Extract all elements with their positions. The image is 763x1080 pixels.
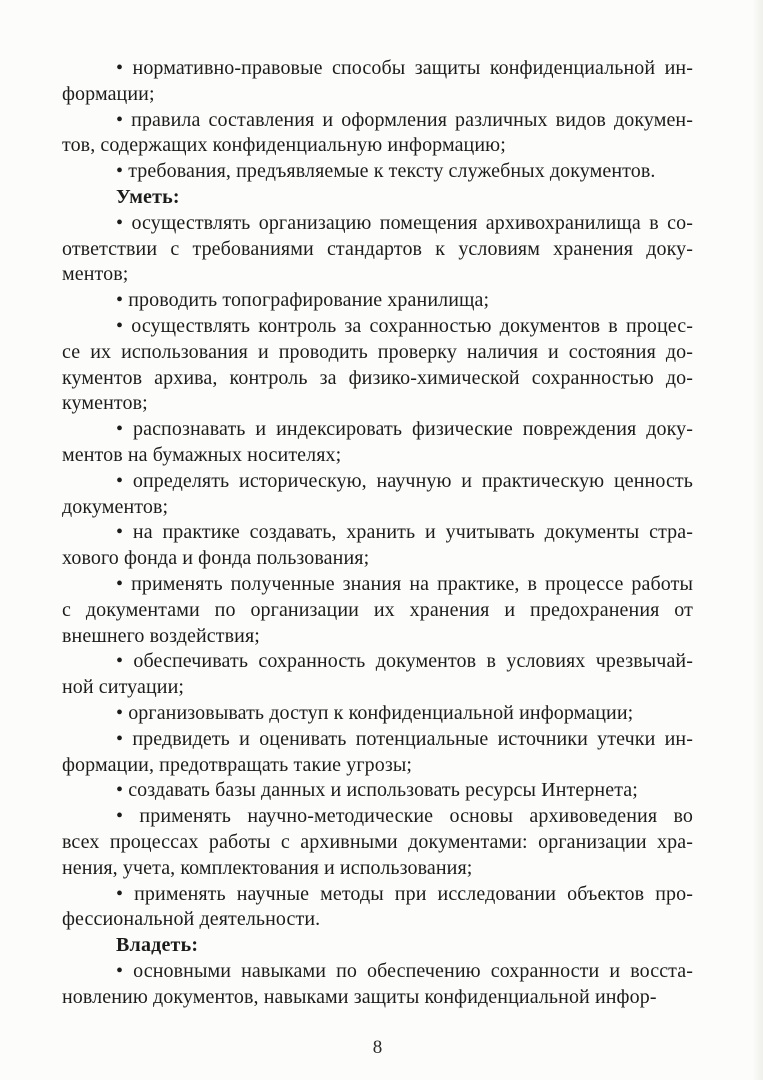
bullet-item xyxy=(62,469,693,521)
text-line: • обеспечивать сохранность документов в условиях чрезвычай- xyxy=(116,650,693,673)
text-line: Уметь: xyxy=(116,185,180,208)
text-line: • осуществлять контроль за сохранностью документов в процес- xyxy=(116,314,693,337)
bullet-item xyxy=(62,701,693,727)
text-line: формации, предотвращать такие угрозы; xyxy=(62,753,413,776)
text-line: • определять историческую, научную и практическую ценность xyxy=(116,469,693,492)
bullet-item xyxy=(62,159,693,185)
text-line: новлению документов, навыками защиты конфиденциальной инфор- xyxy=(62,985,657,1008)
text-line: ответствии с требованиями стандартов к условиям хранения доку- xyxy=(62,237,693,260)
text-line: • требования, предъявляемые к тексту служебных документов. xyxy=(116,160,656,183)
text-line: • проводить топографирование хранилища; xyxy=(116,289,490,312)
text-line: • применять научно-методические основы архивоведения во xyxy=(116,805,693,828)
text-line: хового фонда и фонда пользования; xyxy=(62,547,370,570)
text-line: • предвидеть и оценивать потенциальные источники утечки ин- xyxy=(116,727,693,750)
bullet-item xyxy=(62,882,693,934)
bullet-item xyxy=(62,108,693,160)
text-line: тов, содержащих конфиденциальную информацию; xyxy=(62,134,506,157)
text-line: кументов; xyxy=(62,392,148,415)
section-heading xyxy=(62,933,693,959)
bullet-item xyxy=(62,778,693,804)
text-line: • осуществлять организацию помещения архивохранилища в со- xyxy=(116,211,693,234)
text-line: • нормативно-правовые способы защиты конфиденциальной ин- xyxy=(116,57,693,79)
text-line: документов; xyxy=(62,495,169,518)
text-line: • основными навыками по обеспечению сохранности и восста- xyxy=(116,959,693,982)
text-line: • распознавать и индексировать физические повреждения доку- xyxy=(116,418,693,441)
text-line: нения, учета, комплектования и использования; xyxy=(62,856,473,879)
text-line: • применять полученные знания на практике, в процессе работы xyxy=(116,572,693,595)
bullet-item xyxy=(62,804,693,881)
text-line: • организовывать доступ к конфиденциальной информации; xyxy=(116,701,634,724)
page-number: 8 xyxy=(372,1037,383,1059)
text-line: внешнего воздействия; xyxy=(62,624,260,647)
text-line: • создавать базы данных и использовать ресурсы Интернета; xyxy=(116,779,638,802)
text-line: • на практике создавать, хранить и учитывать документы стра- xyxy=(116,521,693,544)
bullet-item xyxy=(62,520,693,572)
bullet-item xyxy=(62,727,693,779)
bullet-item xyxy=(62,211,693,288)
bullet-item xyxy=(62,417,693,469)
text-line: ментов на бумажных носителях; xyxy=(62,443,342,466)
text-line: Владеть: xyxy=(116,934,199,957)
bullet-item xyxy=(62,56,693,108)
text-line: ной ситуации; xyxy=(62,676,185,699)
bullet-item xyxy=(62,288,693,314)
text-line: фессиональной деятельности. xyxy=(62,908,321,931)
bullet-item xyxy=(62,649,693,701)
text-line: формации; xyxy=(62,82,155,105)
text-line: ментов; xyxy=(62,263,129,286)
text-line: • правила составления и оформления различных видов докумен- xyxy=(116,108,693,131)
text-line: с документами по организации их хранения и предохранения от xyxy=(62,598,693,621)
section-heading xyxy=(62,185,693,211)
text-line: • применять научные методы при исследовании объектов про- xyxy=(116,882,693,905)
bullet-item xyxy=(62,314,693,417)
text-line: кументов архива, контроль за физико-химической сохранностью до- xyxy=(62,366,693,389)
bullet-item xyxy=(62,572,693,649)
document-text-block xyxy=(62,56,693,1010)
text-line: всех процессах работы с архивными документами: организации хра- xyxy=(62,830,693,853)
bullet-item xyxy=(62,959,693,1011)
text-line: се их использования и проводить проверку наличия и состояния до- xyxy=(62,340,693,363)
